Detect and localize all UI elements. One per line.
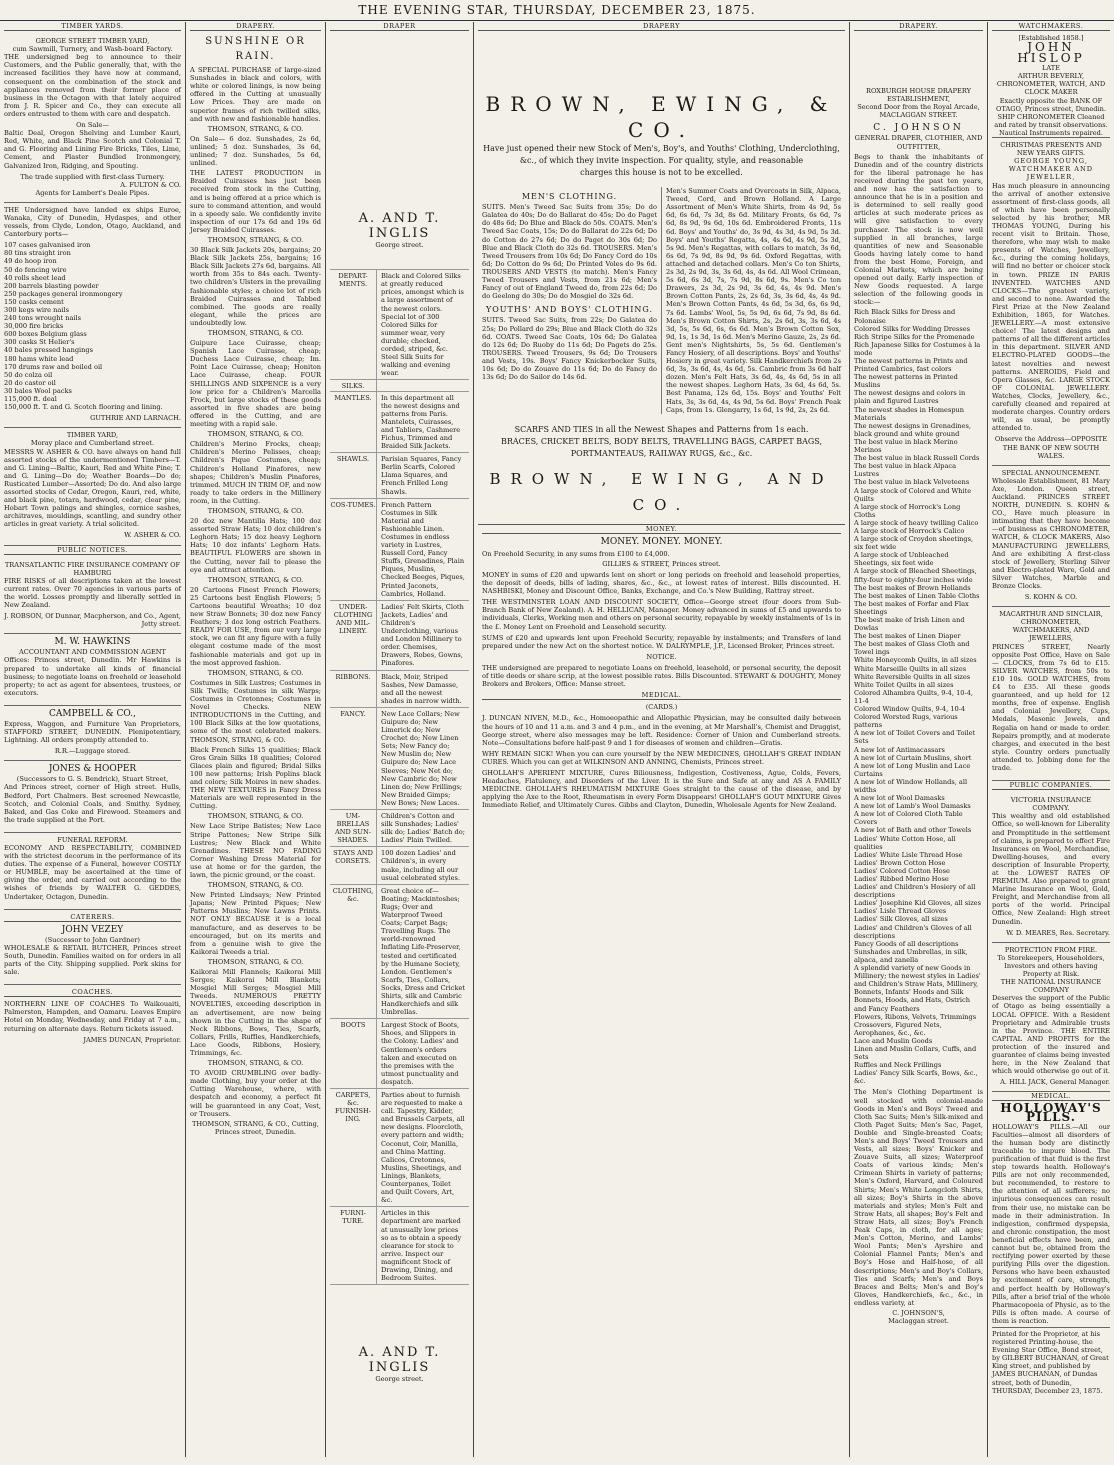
list-item: The best value in black Russell Cords bbox=[854, 454, 980, 463]
ad-subtitle: (Successors to G. S. Bendrick), Stuart Street, bbox=[16, 775, 169, 784]
department-text: Parties about to furnish are requested to make a call. Tapestry, Kidder, and Brussels Carpets, all new designs. Floorcloth, every pattern and width; Coconut, Coir, Manilla, and China Matting. Calicos, Cretonnes, Muslins, Sheetings, and Linings, Blankets, Counterpanes, Toilet and Quilt Covers, Art, &c. bbox=[381, 1091, 465, 1205]
ad-vezey bbox=[4, 910, 181, 986]
list-item: A large stock of Bleached Sheetings, fifty-four to eighty-four inches wide bbox=[854, 567, 977, 584]
ad-body: THE undersigned beg to announce to their Customers, and the Public generally, that, with the increased facilities they have now at command, consequent on the combination of the stock and appliances removed from their former place of business in the Octagon with that lately acquired from J. R. Spicer and Co., they can execute all orders entrusted to them with care and despatch. bbox=[4, 53, 181, 118]
ad-body: Baltic Deal, Oregon Shelving and Lumber Kauri, Red, White, and Black Pine Scotch and Colonial T. and G. Flooring and Lining Fire Bricks, Tiles, Lime, Cement, and Plaster Bundled Ironmongery, Galvanized Iron, Ridging, and Spouting. bbox=[4, 129, 181, 170]
list-item: 150 casks cement bbox=[4, 297, 64, 306]
list-item: The best value in black Alpaca Lustres bbox=[854, 462, 957, 479]
department-row bbox=[330, 671, 469, 708]
ad-campbell bbox=[4, 706, 181, 761]
ad-guthrie-larnach bbox=[4, 203, 181, 428]
goods-list bbox=[854, 308, 983, 1085]
column-inglis bbox=[326, 22, 474, 1457]
ad-subtitle: Second Door from the Royal Arcade, MACLAGGAN STREET. bbox=[857, 103, 980, 120]
ad-note: R.R.—Luggage stored. bbox=[54, 747, 131, 756]
ad-signature: GUTHRIE AND LARNACH. bbox=[90, 414, 181, 423]
ad-body: NORTHERN LINE OF COACHES To Waikouaiti, Palmerston, Hampden, and Oamaru. Leaves Empire Hotel on Monday, Wednesday, and Friday at 7 a.m., returning on alternate days. Return tickets issued. bbox=[4, 1000, 181, 1033]
column-timber bbox=[0, 22, 186, 1457]
department-label: UNDER-CLOTHING AND MIL-LINERY. bbox=[330, 601, 377, 670]
section-head: PUBLIC COMPANIES. bbox=[992, 781, 1110, 790]
ad-subtitle: cum Sawmill, Turnery, and Wash-board Factory. bbox=[12, 45, 173, 54]
list-item: 49 do hoop iron bbox=[4, 257, 57, 266]
ad-asher-timber-yard bbox=[4, 428, 181, 545]
ad-title: MACARTHUR AND SINCLAIR, CHRONOMETER, WATCHMAKERS, AND JEWELLERS, bbox=[999, 610, 1103, 643]
department-text: Children's Cotton and silk Sunshades; Ladies' silk do; Ladies' Batch do; Ladies' Plain Twilled. bbox=[381, 812, 465, 845]
list-item: Ladies' Josephine Kid Gloves, all sizes bbox=[854, 899, 981, 908]
ad-body: FIRE RISKS of all descriptions taken at the lowest current rates. Over 70 agencies in various parts of the world. Losses promptly and liberally settled in New Zealand. bbox=[4, 576, 181, 610]
section-head: CATERERS. bbox=[4, 913, 181, 922]
ad-title: SPECIAL ANNOUNCEMENT. bbox=[1001, 468, 1101, 477]
ad-label: On Sale— bbox=[76, 121, 109, 130]
shirts-list: Men's Summer Coats and Overcoats in Silk, Alpaca, Tweed, Cord, and Brown Holland. A Large Assortment of Men's White Shirts, from 4s 9d, 5s 6d, 6s 6d, 7s 3d, 8s 6d. Military Fronts, 6s 6d, 7s 6d, 8s 9d, 9s 6d, 10s 6d. Embroidered Fronts, 11s 6d. Boys' and Youths' do, 3s 9d, 4s 3d, 4s 9d, 5s 3d. Boys' and Youths' Regatta, 4s, 4s 6d, 4s 9d, 5s 3d, 5s 9d. Men's Regattas, with collars to match, 3s 6d, 6s 6d, 7s 9d, 8s 9d, 9s 6d. Oxford Regattas, with attached and detached collars. Men's Co ton Shirts, 2s 3d, 2s 9d, 3s, 3s 6d, 4s, 4s 6d. All Wool Crimean, 5s 6d, 6s 3d, 7s, 7s 9d, 8s 6d, 9s. Men's Co ton Drawers, 2s 3d, 2s 9d, 3s 6d, 4s, 4s 9d. Men's Brown Cotton Pants, 2s, 2s 6d, 3s, 3s 6d, 4s, 4s 9d. Men's Brown Cotton Pants, 4s 6d, 5s 3d, 6s, 6s 9d, 7s 6d. Lambs' Wool, 5s, 5s 9d, 6s 6d, 7s 9d, 8s 6d. Men's Brown Cotton Shirts, 2s, 2s 6d, 3s, 3s 6d, 4s 3d, 5s, 5s 6d, 6s, 6s 6d. Men's Brown Cotton Sox, 9d, 1s, 1s 3d, 1s 6d. Men's Merino Gauze, 2s, 2s 6d. Gent men's Nightshirts, 5s, 5s 6d. Gentlemen's Fancy Hosiery, of all descriptions. Boys' and Youths' Hosiery in great variety. Silk Handkerchiefs from 2s 6d, 3s, 3s 6d, 4s, 4s 6d, 5s. Cambric from 3s 6d half dozen. Men's Felt Hats, 3s 6d, 4s, 4s 6d, 5s in all the newest shapes. Leghorn Hats, 3s 6d, 4s 6d, 5s. Best Panama, 12s 6d, 15s. Boys' and Youths' Felt Hats, 3s, 3s 6d, 4s, 4s 9d, 5s 6d. Boys' French Peak Caps, from 1s. Glengarry, 1s 6d, 1s 9d, 2s, 2s 6d. bbox=[666, 187, 841, 414]
ad-address: Observe the Address—OPPOSITE THE BANK OF NEW SOUTH WALES. bbox=[994, 435, 1108, 460]
department-text: Great choice of—Boating; Mackintoshes; Rugs; Over and Waterproof Tweed Coats; Carpet Bags; Travelling Rugs. The world-renowned Inflating Life-Preserver, tested and certificated by the Humane Society, London. Gentlemen's Scarfs, Ties, Collars, Socks, Dress and Cricket Shirts, silk and Cambric Handkerchiefs and silk Umbrellas. bbox=[381, 886, 465, 1017]
ad-title: TIMBER YARD, bbox=[66, 431, 119, 440]
list-item: Ladies' White Lisle Thread Hose bbox=[854, 850, 963, 859]
ad-national bbox=[992, 943, 1110, 1093]
ad-address: Maclaggan street. bbox=[888, 1317, 949, 1326]
department-row bbox=[330, 499, 469, 601]
ad-note: SHIP CHRONOMETER Cleaned and rated by transit observations. Nautical Instruments repaired. bbox=[994, 112, 1108, 137]
ad-title: VICTORIA INSURANCE COMPANY. bbox=[1010, 796, 1092, 813]
ad-subtitle: ACCOUNTANT AND COMMISSION AGENT bbox=[19, 648, 166, 657]
ad-body: Offices: Princes street, Dunedin. Mr Hawkins is prepared to undertake all kinds of financial business; to negotiate loans on freehold or leasehold property; to act as agent for absentees, trustees, or executors. bbox=[4, 656, 181, 697]
list-item: 40 bales pressed hangings bbox=[4, 346, 93, 355]
brown-ewing-footer: BROWN, EWING, AND CO. bbox=[489, 469, 834, 514]
department-label: BOOTS bbox=[330, 1019, 377, 1088]
ad-subtitle: (CARDS.) bbox=[645, 703, 678, 712]
list-item: 107 cases galvanised iron bbox=[4, 241, 91, 250]
ad-signature: THOMSON, STRANG, & CO. bbox=[207, 881, 304, 890]
list-item: The newest patterns in Printed Muslins bbox=[854, 373, 958, 390]
list-item: 180 hams white lead bbox=[4, 354, 74, 363]
scarfs-line: SCARFS AND TIES in all the Newest Shapes and Patterns from 1s each. bbox=[514, 424, 809, 434]
list-item: 115,000 ft. deal bbox=[4, 395, 57, 404]
brown-ewing-intro: Have just opened their new Stock of Men's, Boy's, and Youths' Clothing, Underclothing, bbox=[483, 144, 840, 154]
list-item: Colored Worsted Rugs, various patterns bbox=[854, 713, 958, 730]
ad-body: TO AVOID CRUMBLING over badly-made Clothing, buy your order at the Cutting Warehouse, where, with despatch and economy, a perfect fit will be guaranteed in any Coat, Vest, or Trousers. bbox=[190, 1069, 321, 1118]
ad-body: Express, Waggon, and Furniture Van Proprietors, STAFFORD STREET, DUNEDIN. Plenipotentiary, Lightning. All orders promptly attended to. bbox=[4, 719, 181, 745]
list-item: The best make of Irish Linen and Dowlas bbox=[854, 616, 965, 633]
list-item: The newest patterns in Prints and Printed Cambrics, fast colors bbox=[854, 357, 968, 374]
section-head: COACHES. bbox=[4, 988, 181, 997]
ad-signature: THOMSON, STRANG, & CO. bbox=[207, 329, 304, 337]
ad-body: GHOLLAH'S APERIENT MIXTURE, Cures Biliousness, Indigestion, Costiveness, Ague, Colds, Fevers, Headaches, Flatulency, and Disorders of the Liver. It is the Sure and Safe at any and AS A FAMILY MEDICINE. GHOLLAH'S RHEUMATISM MIXTURE Goes straight to the cause of the disease, and by applying the Axe to the Root, Rheumatism in every Form Disappears! GHOLLAH'S GOUT MIXTURE Gives Immediate Relief, and Ultimately Cures. Gibbs and Clayton, Dunedin, Wholesale Agents for New Zealand. bbox=[482, 768, 841, 810]
department-text: 100 dozen Ladies' and Children's, in every make, including all our usual celebrated styles. bbox=[381, 849, 461, 882]
column-head: DRAPERY bbox=[478, 22, 845, 31]
department-label: CLOTHING, &c. bbox=[330, 885, 377, 1019]
list-item: A new lot of Curtain Muslins, short bbox=[854, 753, 972, 762]
list-item: Ladies' Silk Gloves, all sizes bbox=[854, 915, 948, 924]
ad-signature: THOMSON, STRANG, & CO. bbox=[207, 668, 304, 677]
section-head: MEDICAL. bbox=[992, 1092, 1110, 1101]
list-item: Crossovers, Figured Nets, Aerophanes, &c., &c. bbox=[854, 1020, 942, 1037]
ad-kohn bbox=[992, 466, 1110, 608]
ad-body: Wholesale Establishment, 81 Mary Axe, London. Queen street, Auckland. PRINCES STREET NORTH, DUNEDIN. S. KOHN & CO., Have much pleasure in intimating that they have become—of business as CHRONOMETER, WATCH, & CLOCK MAKERS, Also MANUFACTURING JEWELLERS, And are exhibiting A first-class stock of Jewellery, Sterling Silver and Electro-plated Ware, Gold and Silver Watches, Marble and Bronze Clocks. bbox=[992, 476, 1110, 590]
list-item: White Honeycomb Quilts, in all sizes bbox=[854, 656, 977, 665]
ad-jones-hooper bbox=[4, 761, 181, 833]
list-item: 80 tins straight iron bbox=[4, 249, 71, 258]
established-label: [Established 1858.] bbox=[1018, 34, 1084, 43]
list-item: Ladies' Lisle Thread Gloves bbox=[854, 907, 947, 916]
list-item: Ladies' Fancy Silk Scarfs, Bows, &c., &c. bbox=[854, 1069, 978, 1086]
department-label: SHAWLS. bbox=[330, 453, 377, 497]
department-text: Parisian Squares, Fancy Berlin Scarfs, Colored Llama Squares, and French Frilled Long Shawls. bbox=[381, 455, 462, 496]
department-row bbox=[330, 380, 469, 391]
ad-signature: THOMSON, STRANG, & CO. bbox=[207, 235, 304, 244]
ad-body: 20 doz new Mantilla Hats; 100 doz assorted Straw Hats; 10 doz children's Leghorn Hats; 15 doz heavy Leghorn Hats; 10 doz infants' Leghorn Hats. BEAUTIFUL FLOWERS are shown in the Cutting, never fail to please the eye and attract attention. bbox=[190, 517, 321, 574]
column-brown-ewing bbox=[474, 22, 850, 1457]
department-row bbox=[330, 453, 469, 498]
brown-ewing-intro: charges this house is not to be excelled. bbox=[580, 168, 743, 178]
list-item: Colored Alhambra Quilts, 9-4, 10-4, 11-4 bbox=[854, 688, 973, 705]
ad-title: JONES & HOOPER bbox=[48, 764, 137, 775]
list-item: A new lot of Window Hollands, all widths bbox=[854, 777, 968, 794]
inglis-logo: A. AND T. INGLIS bbox=[358, 211, 441, 242]
column-johnson bbox=[850, 22, 988, 1457]
list-item: 50 do fencing wire bbox=[4, 265, 67, 274]
ad-title: CAMPBELL & CO., bbox=[49, 708, 136, 719]
ad-body: MESSRS W. ASHER & CO. have always on hand full assorted stocks of the undermentioned Timbers—T. and G. Lining—Baltic, Kauri, Red and White Pine; T. and G. Lining—Do do; Weather Boards—Do do; Rusticated Lumber—Assorted; Do do. And also large assorted stocks of Cedar, Oregon, Kauri, red, white, and black pine, totara, hardwood, cedar, clear pine, Hobart Town palings and shingles, cornice sashes, architraves, mouldings, scantling, and sundry other articles in great variety. A trial solicited. bbox=[4, 447, 181, 529]
list-item: A new lot of Bath and other Towels bbox=[854, 826, 972, 835]
list-item: 200 barrels blasting powder bbox=[4, 281, 99, 290]
department-label: COS-TUMES. bbox=[330, 499, 377, 600]
column-watchmakers bbox=[988, 22, 1114, 1457]
department-row bbox=[330, 847, 469, 884]
ad-title: PROTECTION FROM FIRE. bbox=[1004, 945, 1098, 954]
lower-notices bbox=[478, 524, 845, 813]
young-name: GEORGE YOUNG, WATCHMAKER AND JEWELLER, bbox=[1008, 157, 1094, 182]
department-row bbox=[330, 708, 469, 810]
list-item: Ladies' and Children's Hosiery of all descriptions bbox=[854, 883, 976, 900]
ad-signature: THOMSON, STRANG, & CO. bbox=[207, 506, 304, 515]
ad-title: GEORGE STREET TIMBER YARD, bbox=[35, 37, 150, 46]
list-item: A new lot of Long Muslin and Lace Curtains bbox=[854, 761, 971, 778]
list-item: Ladies' Brown Cotton Hose bbox=[854, 858, 946, 867]
department-text bbox=[377, 380, 469, 390]
list-item: White Toilet Quilts in all sizes bbox=[854, 680, 954, 689]
ad-title: CHRISTMAS PRESENTS AND NEW YEARS GIFTS. bbox=[1000, 141, 1102, 158]
ad-signature: THOMSON, STRANG, & CO. bbox=[207, 575, 304, 584]
youths-clothing-list: SUITS. Tweed Sac Suits, from 22s; Do Galatea do 25s; Do Pollard do 29s; Blue and Black Cloth do 32s 6d. COATS. Tweed Sac Coats, 10s 6d; Do Galatea do 12s 6d; Do Ruoby do 11s 6d; Do Pagets do 25s. TROUSERS. Tweed Trousers, 9s 6d; Do Trousers and Vests, 19s. Boys' Fancy Knickerbocker Suits, 10s 6d; Do do Zouave do 11s 6d; Do do Fancy do 13s 6d; Do do Sailor do 14s 6d. bbox=[482, 316, 657, 382]
ad-body: Costumes in Silk Lustres; Costumes in Silk Twills; Costumes in silk Warps; Costumes in Cretonnes; Costumes in Novel Checks. NEW INTRODUCTIONS in the Cutting, and 100 Black Silks at the low quotations, some of the most celebrated makers. THOMSON, STRANG, & CO. bbox=[190, 678, 321, 744]
ad-body: Kaikorai Mill Flannels; Kaikorai Mill Serges; Kaikorai Mill Blankets; Mosgiel Mill Serges; Mosgiel Mill Tweeds. NUMEROUS PRETTY NOVELTIES, exceeding description in an advertisement, are now being shown in the Cutting in the shape of Neck Ribbons, Bows, Ties, Scarfs, Collars, Frills, Ruffles, Handkerchiefs, Lace Goods, Ribbons, Hosiery, Trimmings, &c. bbox=[190, 968, 321, 1057]
list-item: A new lot of Wool Damasks bbox=[854, 794, 945, 803]
list-item: A large stock of Croydon sheetings, six feet wide bbox=[854, 535, 974, 552]
list-item: Ladies' White Cotton Hose, all qualities bbox=[854, 834, 956, 851]
list-item: 50 do colza oil bbox=[4, 370, 53, 379]
ad-subtitle: (Successor to John Gardner) bbox=[45, 935, 140, 944]
ad-signature: W. D. MEARES, Res. Secretary. bbox=[1006, 928, 1110, 937]
department-row bbox=[330, 1089, 469, 1207]
list-item: 20 do castor oil bbox=[4, 378, 56, 387]
clothing-left bbox=[478, 187, 661, 414]
list-item: A large stock of Horrock's Calico bbox=[854, 526, 965, 535]
list-item: White Reversible Quilts in all sizes bbox=[854, 672, 971, 681]
ad-body: On Sale— 6 doz. Sunshades, 2s 6d, unlined; 5 doz. Sunshades, 3s 6d, unlined; 7 doz. Sunshades, 5s 6d, unlined. bbox=[190, 134, 321, 168]
department-row bbox=[330, 1207, 469, 1285]
department-label: FURNI-TURE. bbox=[330, 1207, 377, 1284]
department-label: STAYS AND CORSETS. bbox=[330, 847, 377, 883]
ad-title: TRANSATLANTIC FIRE INSURANCE COMPANY OF HAMBURG bbox=[4, 560, 181, 577]
ad-address: Exactly opposite the BANK OF OTAGO, Princes street, Dunedin. bbox=[996, 96, 1106, 113]
clothing-right bbox=[661, 187, 845, 414]
ad-body: HOLLOWAY'S PILLS.—All our Faculties—almost all disorders of the human body are distinctly traceable to impure blood. The purification of that fluid is the first step towards health. Holloway's Pills are not only recommended, but recommended, to restore to the attention of all sufferers; no injurious consequences can result from their use, no mistake can be made in their administration. In indigestion, confirmed dyspepsia, and chronic constipation, the most beneficial effects have been, and cannot but be, obtained from the rectifying power exerted by these purifying Pills over the digestion. Persons who have been exhausted by excitement of care, strength, and perfect health by Holloway's Pills, after a brief trial of the whole Pharmacopoeia of Physic, as to the Pills is often made. A course of them is reaction. bbox=[992, 1122, 1110, 1325]
department-label: MANTLES. bbox=[330, 392, 377, 453]
department-list bbox=[330, 269, 469, 1285]
hislop-name: JOHN HISLOP bbox=[1017, 40, 1085, 66]
ad-title: FUNERAL REFORM. bbox=[57, 835, 128, 844]
department-text: Black and Colored Silks at greatly reduced prices, amongst which is a large assortment of the newest colors. Special lot of 300 Colored Silks for summer wear, very durable; checked, corded, striped, &c. Steel Silk Suits for walking and evening wear. bbox=[381, 272, 464, 378]
ad-victoria bbox=[992, 793, 1110, 943]
ad-body: Children's Merino Frocks, cheap; Children's Merino Pelisses, cheap; Children's Pique Costumes, cheap; Children's Holland Pinafores, new shapes; Children's Muslin Pinafores, trimmed. MUCH IN TRIM OF, and now ready to take orders in the Millinery room, in the Cutting. bbox=[190, 440, 321, 505]
list-item: A large stock of Horrock's Long Cloths bbox=[854, 502, 961, 519]
ad-signature: C. JOHNSON'S, bbox=[892, 1308, 945, 1317]
list-item: 150,000 ft. T. and G. Scotch flooring and lining. bbox=[4, 403, 163, 412]
ad-body: The Men's Clothing Department is well stocked with colonial-made Goods in Men's and Boys' Tweed and Cloth Sac Suits; Men's Silk-mixed and Cloth Paget Suits; Men's Sac, Paget, Double and Single-breasted Coats; Men's and Boys' Tweed Trousers and Vests, all sizes; Boys' Knicker and Zouave Suits, all sizes; Waterproof Coats of various kinds; Men's Crimean Shirts in variety of patterns; Men's Oxford, Harvard, and Coloured Shirts; Men's White Longcloth Shirts, all sizes; Boy's Shirts in the above materials and styles; Men's Felt and Straw Hats, all shapes; Boy's Felt and Straw Hats, all sizes; Boy's French Peak Caps, in cloth, for all ages; Men's Cotton, Merino, and Lambs' Wool Pants; Men's Ayrshire and Colonial Flannel Pants; Men's and Boy's Hose and Half-hose, of all descriptions; Men's and Boy's Collars, Ties and Scarfs; Men's and Boys Braces and Belts; Men's and Boy's Gloves, Handkerchiefs, &c., &c., in endless variety, at bbox=[854, 1088, 983, 1307]
list-item: The best value in black Velveteens bbox=[854, 478, 970, 487]
ad-signature: THOMSON, STRANG, & CO. bbox=[207, 812, 304, 821]
department-label: CARPETS, &c. FURNISH-ING. bbox=[330, 1089, 377, 1206]
list-item: The best makes of Brown Hollands bbox=[854, 583, 971, 592]
list-item: The best makes of Glass Cloth and Towel ings bbox=[854, 640, 970, 657]
list-item: The best makes of Linen Table Cloths bbox=[854, 591, 980, 600]
ad-signature: THOMSON, STRANG, & CO., Cutting, Princes street, Dunedin. bbox=[192, 1119, 319, 1136]
list-item: The newest designs and colors in plain and figured Lustres bbox=[854, 389, 966, 406]
money-column bbox=[478, 525, 845, 813]
list-item: 30,000 fire bricks bbox=[4, 322, 64, 331]
ad-title: NOTICE. bbox=[646, 652, 677, 661]
department-text: Articles in this department are marked at unusually low prices so as to obtain a speedy clearance for stock to arrive. Inspect our magnificent Stock of Drawing, Dining, and Bedroom Suites. bbox=[381, 1209, 462, 1283]
column-head: TIMBER YARDS. bbox=[4, 22, 181, 31]
inglis-address: George street. bbox=[375, 241, 424, 250]
ad-signature: S. KOHN & CO. bbox=[1024, 593, 1078, 602]
ad-body: Deserves the support of the Public of Otago as being essentially a LOCAL OFFICE. With a Resident Proprietary and Admirable trusts in the Province. THE ENTIRE CAPITAL AND PROFITS for the protection of the insured and guarantee of claims being invested here, in the New Zealand that which would otherwise go out of it. bbox=[992, 994, 1110, 1076]
ad-signature: THOMSON, STRANG, & CO. bbox=[207, 1059, 304, 1068]
department-text: Ladies' Felt Skirts, Cloth Jackets, Ladies' and Children's Underclothing, various and London Millinery to order. Chemises, Drawers, Robes, Gowns, Pinafores. bbox=[381, 602, 464, 668]
column-head: DRAPER bbox=[330, 22, 469, 31]
list-item: Ladies' and Children's Gloves of all descriptions bbox=[854, 923, 972, 940]
list-item: White Marseille Quilts in all sizes bbox=[854, 664, 967, 673]
department-label: UM-BRELLAS AND SUN-SHADES. bbox=[330, 810, 377, 846]
ad-body: This wealthy and old established Office, so well-known for Liberality and Promptitude in the settlement of claims, is prepared to effect Fire Insurances on Wool, Merchandise, Dwelling-houses, and every description of Insurable Property, at the LOWEST RATES OF PREMIUM. Also prepared to grant Marine Insurance on Wool, Gold, Freight, and Merchandise from all ports of the world. Principal Office, New Zealand: High street Dunedin. bbox=[992, 812, 1110, 926]
list-item: A large stock of Colored and White Quilts bbox=[854, 486, 972, 503]
department-text: Largest Stock of Boots, Shoes, and Slippers in the Colony. Ladies' and Gentlemen's orders taken and executed on the premises with the utmost punctuality and despatch. bbox=[381, 1021, 460, 1086]
ad-title: JOHN VEZEY bbox=[61, 924, 124, 935]
list-item: 300 casks St Helier's bbox=[4, 338, 75, 347]
ad-title: ROXBURGH HOUSE DRAPERY ESTABLISHMENT, bbox=[866, 87, 971, 104]
list-item: Ruffles and Neck Frillings bbox=[854, 1061, 942, 1070]
ad-hawkins bbox=[4, 634, 181, 706]
list-item: Colored Window Quilts, 9-4, 10-4 bbox=[854, 705, 966, 714]
ad-young bbox=[992, 137, 1110, 466]
mens-clothing-list: SUITS. Men's Tweed Sac Suits from 35s; Do do Galatea do 40s; Do do Ballarat do 45s; Do do Paget do 48s 6d; Do Blue and Black do 50s. COATS. Men's Tweed Sac Coats, 15s; Do do Ballarat do 22s 6d; Do do Cotton do 27s 6d; Do do Paget do 30s 6d; Do Blue and Black Cloth do 32s 6d. TROUSERS. Men's Tweed Trousers from 10s 6d; Do Fancy Cord do 10s 6d; Do Cotton do 9s 6d; Do Printed Voles do 9s 6d. TROUSERS AND VESTS (to match). Men's Fancy Tweed Trousers and Vests, from 21s 6d; Men's Fancy of out of England Tweed do, from 22s 6d; Do do Geelong do 30s; Do do Mosgiel do 32s 6d. bbox=[482, 203, 657, 301]
department-row bbox=[330, 601, 469, 671]
holloway-title: HOLLOWAY'S PILLS. bbox=[1000, 1101, 1102, 1124]
ad-body: Has much pleasure in announcing the arrival of another extensive assortment of first-class goods, all of which have been personally selected by his brother, MR THOMAS YOUNG, During his recent visit to Britain. Those, therefore, who may wish to make presents of Watches, Jewellery, &c., during the coming holidays, will find no better or choicer stock in town. PRIZE IN PARIS INVENTED. WATCHES AND CLOCKS—The greatest variety, and second to none. Awarded the First Prize at the New Zealand Exhibition, 1865, for Watches. JEWELLERY.—A most extensive choice! The latest designs and patterns of all the different articles in this department. SILVER AND ELECTRO-PLATED GOODS—the latest novelties and newest patterns. ANEROIDS, Field and Opera Glasses, &c. LARGE STOCK OF COLONIAL JEWELLERY. Watches, Clocks, Jewellery, &c., carefully cleaned and repaired at moderate charges. Country orders will, as usual, be promptly attended to. bbox=[992, 181, 1110, 433]
list-item: A splendid variety of new Goods in Millinery; the newest styles in Ladies' and Children's Straw Hats, Millinery, Bonnets, Infants' Hoods and Silk Bonnets, Hoods, and Hats, Ostrich and Fancy Feathers bbox=[854, 964, 981, 1013]
brown-ewing-title: BROWN, EWING, & CO. bbox=[485, 92, 838, 143]
column-head: WATCHMAKERS. bbox=[992, 22, 1110, 31]
list-item: Rich Japanese Silks for Costumes à la mode bbox=[854, 340, 981, 357]
ad-body: MONEY in sums of £20 and upwards lent on short or long periods on freehold and leasehold properties, the deposit of deeds, bills of lading, shares, &c., &c., at lowest rates of interest. Bills discounted. H. NASHBISKI, Money and Discount Office, Banks, Exchange, and Co.'s New Building, Rattray street. bbox=[482, 571, 841, 596]
list-item: Rich Black Silks for Dress and Polonaise bbox=[854, 308, 956, 325]
list-item: The best makes of Forfar and Flax Sheetings bbox=[854, 599, 969, 616]
ad-note: The trade supplied with first-class Turnery. bbox=[20, 172, 165, 181]
section-head: MEN'S CLOTHING. bbox=[521, 192, 618, 202]
ad-body: A SPECIAL PURCHASE of large-sized Sunshades in black and colors, with white or colored linings, is now being offered in the Cutting at unusually Low Prices. They are made on superior frames of rich twilled silks, and with new and fashionable handles. bbox=[190, 66, 321, 123]
list-item: A new lot of Toilet Covers and Toilet Sets bbox=[854, 729, 976, 746]
johnson-name: C. JOHNSON bbox=[873, 123, 964, 134]
department-row bbox=[330, 270, 469, 380]
braces-line: BRACES, CRICKET BELTS, BODY BELTS, TRAVELLING BAGS, CARPET BAGS, PORTMANTEAUS, RAILWAY RUGS, &c., &c. bbox=[500, 436, 823, 458]
ad-body: New Printed Lindsays; New Printed Japans; New Printed Piques; New Patterns Muslins; New Lawns Prints. NOT ONLY BECAUSE it is a local manufacture, and as deserves to be encouraged, but on its merits and from a genuine wish to give the Kaikorai Tweeds a trial. bbox=[190, 891, 321, 956]
clothing-lists bbox=[478, 187, 845, 414]
ad-body: And Princes street, corner of High street. Hulls, Bedford, Port Chalmers. Best screened Newcastle, Scotch, and Colonial Coals, and Smithy. Sydney, Baked, and Gas Coke and Firewood. Steamers and the trade supplied at the Port. bbox=[4, 783, 181, 824]
printer-imprint: Printed for the Proprietor, at his registered Printing-house, the Evening Star Office, Bond street, by GILBERT BUCHANAN, of Great King street, and published by JAMES BUCHANAN, of Dundas street, both of Dunedin, THURSDAY, December 23, 1875. bbox=[992, 1327, 1110, 1395]
list-item: The best value in black Merino Merinos bbox=[854, 437, 958, 455]
department-label: FANCY. bbox=[330, 708, 377, 809]
list-item: Lace and Muslin Goods bbox=[854, 1036, 933, 1045]
list-item: 300 kegs wire nails bbox=[4, 306, 69, 314]
list-item: The newest designs in Grenadines, black ground and white ground bbox=[854, 421, 971, 438]
list-item: 240 tons wrought nails bbox=[4, 314, 82, 323]
list-item: A new lot of Antimacassars bbox=[854, 745, 945, 754]
ad-signature: W. ASHER & CO. bbox=[124, 531, 181, 540]
johnson-role: GENERAL DRAPER, CLOTHIER, AND OUTFITTER, bbox=[854, 134, 983, 151]
ad-body: SUMS of £20 and upwards lent upon Freehold Security, repayable by instalments; and Transfers of land prepared under the new Act on the shortest notice. W. DALRYMPLE, J.P., Licensed Broker, Princes street. bbox=[482, 633, 841, 650]
ad-body: Guipure Lace Cuirasse, cheap; Spanish Lace Cuirasse, cheap; Duchess Lace Cuirasse, cheap; Im. Point Lace Cuirasse, cheap; Honiton Lace Cuirasse, cheap. FOUR SHILLINGS AND SIXPENCE is a very low price for a Children's Marcella Frock, but large stocks of these goods assorted in five shades are being offered in the Cutting, and are meeting with a rapid sale. bbox=[190, 339, 321, 429]
ad-title: MONEY. MONEY. MONEY. bbox=[600, 536, 723, 547]
section-head: MEDICAL. bbox=[482, 691, 841, 700]
ad-title: SUNSHINE OR RAIN. bbox=[205, 36, 306, 63]
ad-signature: J. ROBSON, Of Dunnar, Macpherson, and Co., Agent, Jetty street. bbox=[4, 612, 181, 629]
list-item: 40 rolls sheet lead bbox=[4, 273, 66, 282]
ad-body: WHOLESALE & RETAIL BUTCHER, Princes street South, Dunedin. Families waited on for orders in all parts of the City. Shipping supplied. Pork skins for sale. bbox=[4, 943, 181, 977]
list-item: Linen and Muslin Collars, Cuffs, and Sets bbox=[854, 1044, 977, 1062]
masthead: THE EVENING STAR, THURSDAY, DECEMBER 23, 1875. bbox=[0, 0, 1114, 21]
department-label: RIBBONS. bbox=[330, 671, 377, 707]
list-item: A new lot of Lamb's Wool Damasks bbox=[854, 802, 971, 811]
department-row bbox=[330, 1019, 469, 1089]
ad-subtitle: Moray place and Cumberland street. bbox=[30, 439, 155, 448]
ad-subtitle: ARTHUR BEVERLY, CHRONOMETER, WATCH, AND CLOCK MAKER bbox=[996, 72, 1106, 97]
department-label: DEPART-MENTS. bbox=[330, 270, 377, 379]
list-item: A new lot of Colored Cloth Table Covers bbox=[854, 810, 963, 827]
section-head: YOUTHS' AND BOYS' CLOTHING. bbox=[485, 305, 654, 315]
department-label: SILKS. bbox=[330, 380, 377, 390]
section-head: PUBLIC NOTICES. bbox=[4, 546, 181, 555]
ad-body: Begs to thank the inhabitants of Dunedin and of the country districts for the liberal patronage he has received during the past ten years, and now has the satisfaction to announce that he is in a position and is determined to sell really good articles at such moderate prices as will give satisfaction to every purchaser. The stock is now well supplied in all branches, large quantities of new and Seasonable Goods having lately come to hand from the best Home, Foreign, and Colonial Markets, which are being opened out daily. Early inspection of New Goods requested. A large selection of the following goods in stock:— bbox=[854, 152, 983, 307]
stock-list bbox=[4, 241, 181, 411]
ad-body: On Freehold Security, in any sums from £100 to £4,000. bbox=[482, 549, 670, 558]
ad-signature: A. FULTON & CO. bbox=[120, 180, 181, 189]
list-item: A large stock of Unbleached Sheetings, six feet wide bbox=[854, 551, 949, 568]
ad-funeral bbox=[4, 833, 181, 910]
list-item: 600 boxes Belgium glass bbox=[4, 330, 87, 339]
ad-george-street-timber bbox=[4, 34, 181, 203]
ad-body: Black French Silks 15 qualities; Black Gros Grain Silks 18 qualities; Colored Glaces plain and figured; Bridal Silks 100 new patterns; Irish Poplins black and colors; Silk Moires in new shades. THE NEW TEXTURES in Fancy Dress Materials are well represented in the Cutting. bbox=[190, 745, 321, 811]
list-item: A large stock of heavy twilling Calico bbox=[854, 518, 979, 527]
department-text: In this department all the newest designs and patterns from Paris. Mantelets, Cuirasses, and Tabliers, Cashmere Fichus, Trimmed and Braided Silk Jackets. bbox=[381, 393, 461, 451]
list-item: Ladies' Ribbed Merino Hose bbox=[854, 875, 949, 883]
ad-body: THE LATEST PRODUCTION in Braided Cuirasses has just been received from stock in the Cutting, and is being offered at a price which is sure to command attention, and would in a speedy sale. We confidently invite inspection of our 17s 6d and 19s 6d Jersey Braided Cuirasses. bbox=[190, 169, 321, 234]
department-row bbox=[330, 810, 469, 847]
ad-macarthur bbox=[992, 607, 1110, 781]
ad-body: 20 Cartoons Finest French Flowers; 25 Cartoons best English Flowers; 5 Cartoons beautiful Wreaths; 10 doz new Straw Bonnets; 30 doz new Fancy Feathers; 3 doz long ostrich Feathers. READY FOR USE, from our very large stock, we can fit any figure with a fully elegant costume made of the most fashionable materials and got up in the most approved fashion. bbox=[190, 585, 321, 667]
section-head: MONEY. bbox=[482, 525, 841, 534]
ad-body: ECONOMY AND RESPECTABILITY, COMBINED with the strictest decorum in the performance of its duties. The expense of a Funeral, however COSTLY or HUMBLE, may be ascertained at the time of giving the order, and carried out according to the wishes of friends by WALTER G. GEDDES, Undertaker, Octagon, Dunedin. bbox=[4, 843, 181, 901]
ad-body: WHY REMAIN SICK! When you can cure yourself by the NEW MEDICINES, GHOLLAH'S GREAT INDIAN CURES. Which you can get at WILKINSON AND ANNING, Chemists, Princes street. bbox=[482, 749, 841, 766]
ad-note: LATE bbox=[1042, 64, 1060, 73]
ad-signature: A. HILL JACK, General Manager. bbox=[1000, 1078, 1110, 1087]
ad-signature: THOMSON, STRANG, & CO. bbox=[207, 124, 304, 133]
ad-subtitle: To Storekeepers, Householders, Investors and others having Property at Risk. bbox=[997, 953, 1105, 979]
list-item: 250 packages general ironmongery bbox=[4, 289, 123, 298]
list-item: The newest shades in Homespun Materials bbox=[854, 405, 965, 422]
column-head: DRAPERY. bbox=[190, 22, 321, 31]
ad-signature: THOMSON, STRANG, & CO. bbox=[207, 957, 304, 966]
ad-transatlantic bbox=[4, 558, 181, 635]
list-item: Sunshades and Umbrellas, in silk, alpaca, and zanella bbox=[854, 947, 968, 964]
ad-signature: JAMES DUNCAN, Proprietor. bbox=[83, 1035, 181, 1044]
ad-title: M. W. HAWKINS bbox=[54, 637, 131, 648]
list-item: Rich Stripe Silks for the Promenade bbox=[854, 332, 975, 341]
ad-body: THE undersigned are prepared to negotiate Loans on freehold, leasehold, or personal security, the deposit of title deeds or share scrip, at the lowest possible rates. Bills Discounted. STEWART & DOUGHTY, Money Brokers and Brokers, Office: Manse street. bbox=[482, 663, 841, 689]
list-item: 30 bales Wool packs bbox=[4, 386, 72, 395]
ad-body: J. DUNCAN NIVEN, M.D., &c., Homoeopathic and Allopathic Physician, may be consulted daily between the hours of 10 and 11 a.m. and 3 and 4 p.m., and in the evening, at Mr Marshall's, Chemist and Druggist, George street, where also messages may be left. Residence: Corner of Union and Cumberland streets. Note—Consultations before half-past 9 and 1 for diseases of women and children—Gratis. bbox=[482, 714, 841, 747]
ad-signature: THOMSON, STRANG, & CO. bbox=[207, 430, 304, 439]
department-row bbox=[330, 885, 469, 1020]
list-item: Fancy Goods of all descriptions bbox=[854, 939, 959, 948]
ad-agents: Agents for Lambert's Deale Pipes. bbox=[35, 188, 150, 197]
inglis-logo-footer: A. AND T. INGLIS bbox=[358, 1345, 441, 1376]
column-drapery-thomson bbox=[186, 22, 326, 1457]
inglis-address-footer: George street. bbox=[375, 1375, 424, 1384]
ad-body: THE WESTMINSTER LOAN AND DISCOUNT SOCIETY, Office—George street (four doors from Sub-Branch Bank of New Zealand). A. H. HELLICAN, Manager. Money advanced in sums of £5 and upwards to individuals, Clerks, Working men and others on personal security, repayable by weekly instalments of 1s in the £. Money Lent on Freehold and Leasehold security. bbox=[482, 598, 841, 631]
column-head: DRAPERY. bbox=[854, 22, 983, 31]
department-row bbox=[330, 392, 469, 454]
list-item: Ladies' Colored Cotton Hose bbox=[854, 866, 950, 875]
department-text: Black, Moir, Striped Sashes, New Damasse, and all the newest shades in narrow width. bbox=[381, 672, 462, 705]
ad-signature: GILLIES & STREET, Princes street. bbox=[602, 559, 721, 568]
ad-coaches bbox=[4, 985, 181, 1049]
ad-body: PRINCES STREET, Nearly opposite Post Office, Have on Sale— CLOCKS, from 7s 6d to £15. SILVER WATCHES, from 50s to £10 10s. GOLD WATCHES, from £4 to £35. All these goods guaranteed, and up held for 12 months, free of expense. English and Colonial Jewellery, Cups, Medals, Masonic Jewels, and Regalia on hand or made to order. Repairs promptly, and at moderate charges, and executed in the best style. Country orders punctually attended to. Jobbing done for the trade. bbox=[992, 642, 1110, 772]
list-item: The best makes of Linen Diaper bbox=[854, 632, 961, 641]
brown-ewing-intro: &c., of which they invite inspection. For quality, style, and reasonable bbox=[519, 156, 804, 166]
department-text: French Pattern Costumes in Silk Material and Fashionable Linen. Costumes in endless variety in Lustres, Russell Cord, Fancy Stuffs, Grenadines, Plain Piques, Muslins, Checked Beeges, Piques, Printed Jaconets, Cambrics, Holland. bbox=[381, 500, 465, 598]
list-item: Flowers, Ribons, Velvets, Trimmings bbox=[854, 1012, 977, 1021]
department-text: New Lace Collars; New Guipure do; New Limerick do; New Crochet do; New Linen Sets; New Fancy do; New Muslin do; New Guipure do; New Lace Sleeves; New Net do; New Cambric do; New Linen do; New Frillings; New Braided Gimps; New Bows; New Laces. bbox=[381, 709, 463, 807]
ad-body: THE Undersigned have landed ex ships Euroe, Wanaka, City of Dunedin, Hydaspes, and other vessels, from Clyde, London, Otago, Auckland, and Canterbury ports— bbox=[4, 205, 181, 239]
list-item: Colored Silks for Wedding Dresses bbox=[854, 324, 970, 333]
list-item: 170 drums raw and boiled oil bbox=[4, 362, 103, 371]
ad-body: New Lace Stripe Batistes; New Lace Stripe Pattones; New Stripe Silk Lustres; New Black and White Grenadines. THESE NO FADING Corner Washing Dress Material for use at home or for the garden, the lawn, the picnic ground, or the coast. bbox=[190, 822, 321, 879]
ad-title: THE NATIONAL INSURANCE COMPANY bbox=[1000, 978, 1102, 995]
ad-body: 30 Black Silk Jackets 20s, bargains; 20 Black Silk Jackets 25s, bargains; 16 Black Silk Jackets 27s 6d, bargains. All worth from 35s to 84s each. Twenty-two children's Ulsters in the prevailing fashionable styles; a choice lot of rich Braided Cuirasses and Tabbed combined. The goods are really elegant, while the prices are undoubtedly low. bbox=[190, 246, 321, 327]
